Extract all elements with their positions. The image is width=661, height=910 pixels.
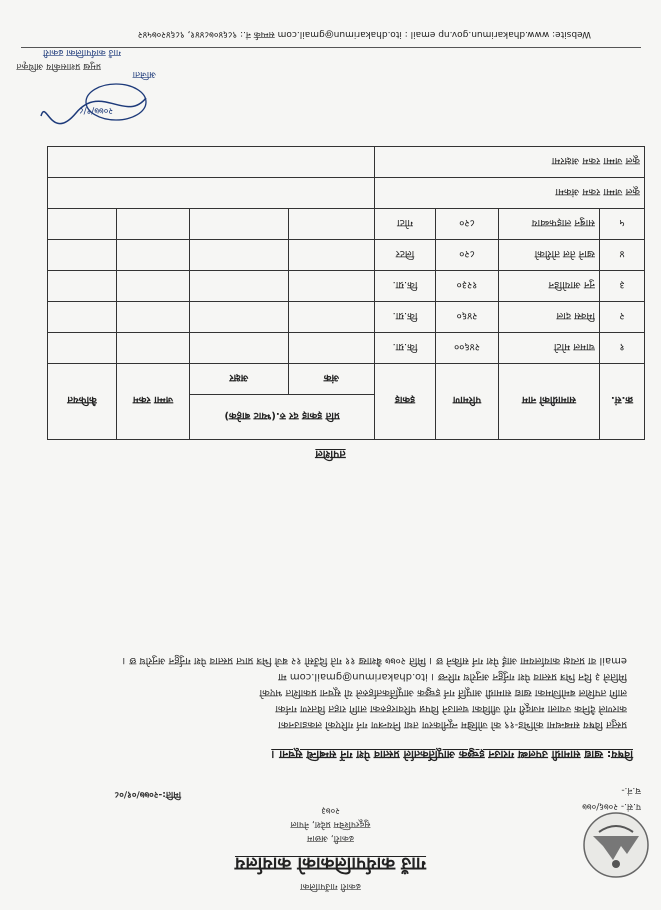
row-sn: ३ [600,271,645,302]
address-line2: सुदूरपश्चिम प्रदेश, नेपाल [290,819,371,829]
row-rate-words [190,271,289,302]
table-row [48,209,645,240]
row-sn: २ [600,302,645,333]
signatory-initials: अजिता [132,69,156,79]
letter-number: प.सं.- २०७६/०७७ [582,801,641,811]
total-figure-label: कूल जम्मा रकम अंकमा [375,178,645,209]
row-total [117,271,190,302]
col-total: जम्मा रकम [117,364,190,440]
table-total-words-row [48,147,645,178]
row-unit: कि.ग्रा. [375,271,436,302]
footer-divider [21,47,641,48]
col-sn: क्र.सं. [600,364,645,440]
row-rate-figure [288,240,374,271]
row-sn: ५ [600,209,645,240]
dispatch-number: च.नं.- [621,785,641,795]
table-row [48,302,645,333]
row-rate-figure [288,333,374,364]
row-unit: लिटर [375,240,436,271]
row-remarks [48,209,117,240]
row-item: खाने तेल तोरीको [499,240,600,271]
body-line: मितिले ३ दिन भित्र प्रस्ताव पेश गर्नुहुन अनुरोध गरिन्छ । ito.dhakarimun@gmail.com मा [278,671,627,682]
row-qty: २४६० [436,302,499,333]
row-qty: २४६०० [436,333,499,364]
footer-contact: Website: www.dhakarimun.gov.np email : ito.dhakarimun@gmail.com सम्पर्क नं.: ९८६४०७८४४१, ९८६४२०७५४२ [137,29,591,39]
established-year: २०७३ [321,805,340,815]
row-remarks [48,271,117,302]
row-rate-figure [288,271,374,302]
row-remarks [48,240,117,271]
row-unit: कि.ग्रा. [375,333,436,364]
total-words-label: कूल जम्मा रकम अक्षरमा [375,147,645,178]
col-rate-figure: अंक [288,364,374,395]
col-qty: परिमाण [436,364,499,440]
signatory-title: प्रमुख प्रशासकीय अधिकृत [16,61,101,71]
row-total [117,333,190,364]
row-rate-figure [288,302,374,333]
letter-date: मिति:-२०७७/०१/०८ [114,789,181,799]
row-rate-words [190,302,289,333]
row-rate-words [190,209,289,240]
row-unit: गोटा [375,209,436,240]
col-rate-words: अक्षर [190,364,289,395]
row-item: साबुन लाइफब्वाय [499,209,600,240]
row-rate-words [190,333,289,364]
row-item: चामल मोटो [499,333,600,364]
total-words-value [48,147,375,178]
body-line: प्रस्तुत विषय सम्बन्धमा कोभिड-१९ को जोखिम न्यूनीकरण तथा नियन्त्रण गर्न गरिएको लकडाउनका [278,719,627,730]
signature-stamp-icon [36,78,156,128]
items-table [47,146,645,440]
body-line: कारणले दैनिक ज्याला मजदूरी गरी जीविका चलाउने विपन्न परिवारहरुका लागि राहत वितरण गर्नका [275,703,627,714]
col-unit: इकाइ [375,364,436,440]
row-sn: ४ [600,240,645,271]
notice-body [37,652,627,732]
stamp-text: गाउँ कार्यपालिका ढकारी [43,47,121,57]
subject-line: विषय: खाद्य सामाग्री उपलब्ध गराउन इच्छुक आपूर्तिकर्ताले प्रस्ताव पेश गर्ने सम्बन्धि सूचना । [271,748,633,761]
row-total [117,240,190,271]
body-line: लागि तपशिल बमोजिमका खाद्य सामाग्री आपूर्ति गर्न इच्छुक आपूर्तिकर्ताहरुले यो सूचना प्रकाशित भएको [259,687,627,698]
row-rate-words [190,240,289,271]
row-qty: १२३० [436,271,499,302]
row-sn: १ [600,333,645,364]
municipality-name: ढकारी गाउँपालिका [300,881,361,891]
table-row [48,271,645,302]
office-title: गाउँ कार्यपालिकाको कार्यालय [234,853,427,874]
row-item: नुन आयोडिन [499,271,600,302]
col-item: सामाग्रीको नाम [499,364,600,440]
body-line: email वा प्रत्यक्ष कार्यालयमा आई पेश गर्न सकिने छ । मिति २०७७ बैशाख ११ गते दिउँसो १२ बजे भित्र प्राप्त प्रस्ताव पेश गर्नुहुन अनुरोध छ । [122,655,627,666]
row-remarks [48,302,117,333]
table-row [48,240,645,271]
row-remarks [48,333,117,364]
row-rate-figure [288,209,374,240]
row-total [117,209,190,240]
row-qty: ८२० [436,209,499,240]
row-qty: ८२० [436,240,499,271]
handwritten-date: २०७७/१/८ [78,105,113,115]
address-line1: ढकारी, अछाम [307,833,354,843]
row-total [117,302,190,333]
table-row [48,333,645,364]
row-unit: कि.ग्रा. [375,302,436,333]
col-remarks: कैफियत [48,364,117,440]
row-item: मिक्स दाल [499,302,600,333]
table-section-title: तपशिल [315,448,346,461]
total-figure-value [48,178,375,209]
col-rate: प्रति इकाइ दर रु.(भ्याट बाहेक) [190,395,375,440]
table-total-figure-row [48,178,645,209]
